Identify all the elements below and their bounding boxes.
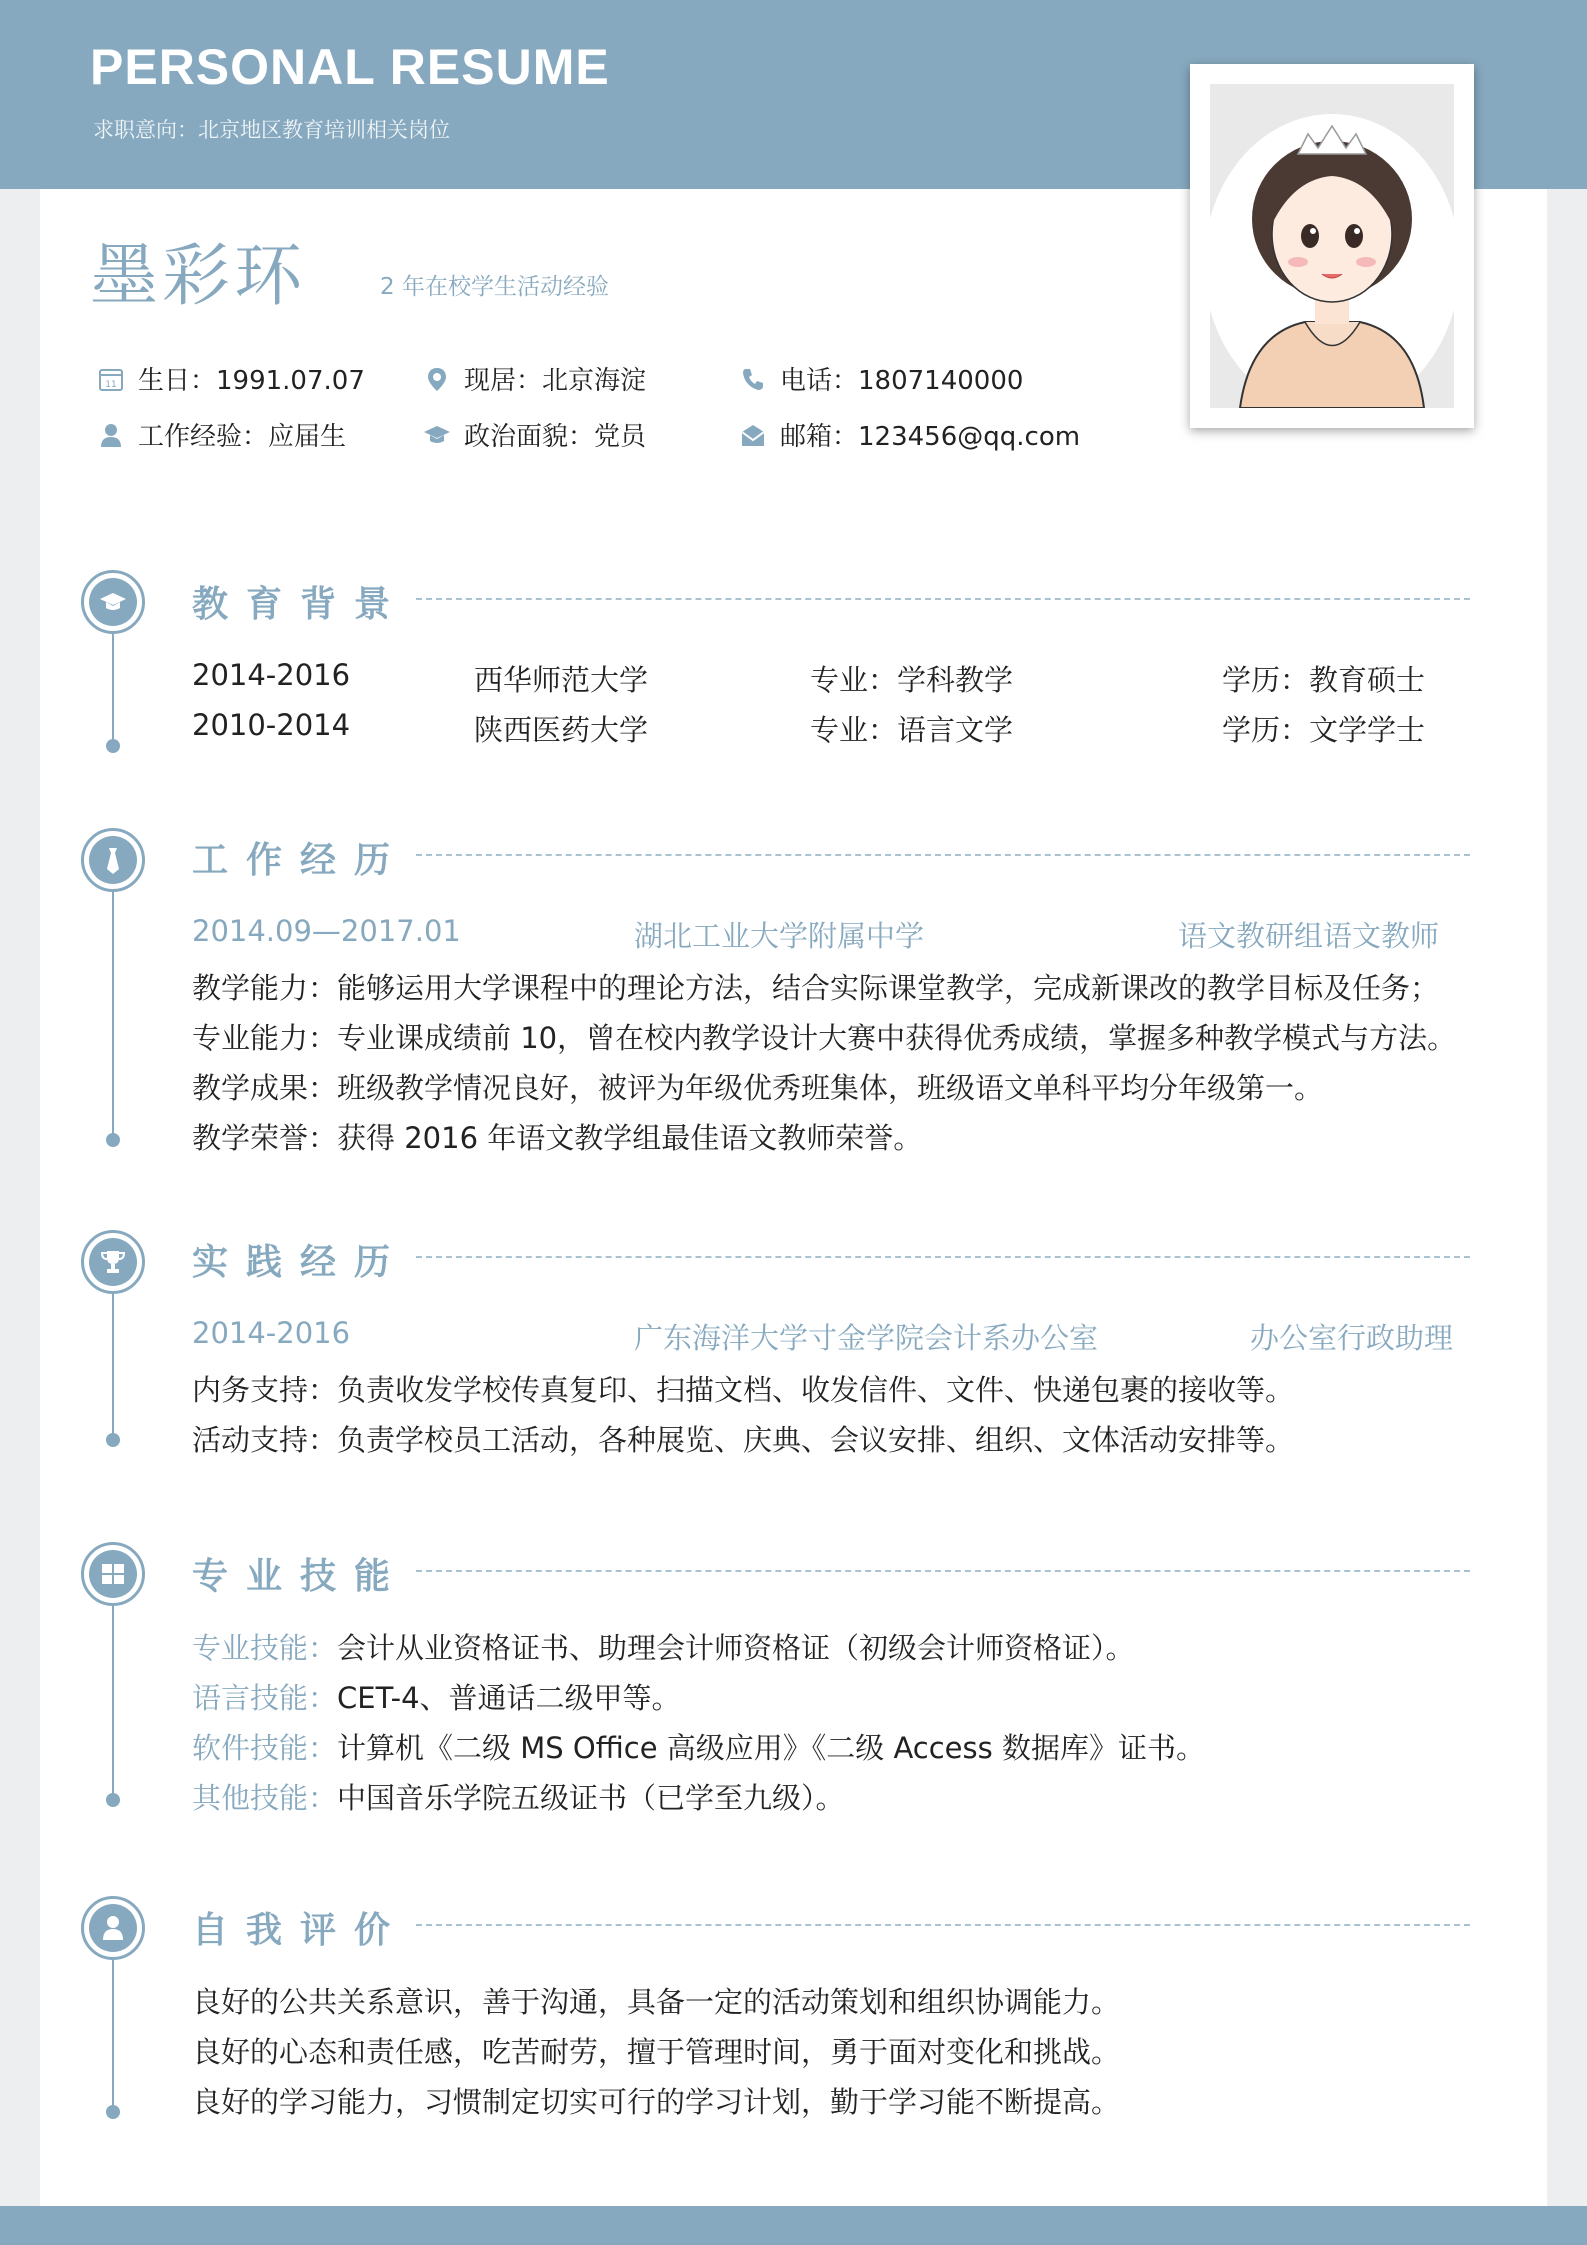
skill-item-2 (192, 1676, 681, 1717)
practice-section-title: 实践经历 (192, 1242, 409, 1283)
work-organization: 湖北工业大学附属中学 (634, 919, 925, 953)
education-row-1-degree: 学历：教育硕士 (1222, 663, 1426, 697)
skill-label: 其他技能： (192, 1781, 338, 1815)
mail-icon (738, 420, 768, 450)
phone-text: 电话：1807140000 (780, 366, 1024, 396)
info-birthday (96, 360, 365, 397)
skill-text: 计算机《二级 MS Office 高级应用》《二级 Access 数据库》证书。 (337, 1731, 1205, 1765)
self-evaluation-timeline-dot (106, 2105, 120, 2119)
work-line-3: 教学成果：班级教学情况良好，被评为年级优秀班集体，班级语文单科平均分年级第一。 (192, 1071, 1324, 1105)
education-timeline-dot (106, 739, 120, 753)
info-work-experience (96, 416, 346, 453)
practice-section-icon (81, 1230, 145, 1294)
phone-icon (738, 364, 768, 394)
self-evaluation-section-icon (81, 1896, 145, 1960)
skills-section-icon (81, 1542, 145, 1606)
self-evaluation-line-1: 良好的公共关系意识，善于沟通，具备一定的活动策划和组织协调能力。 (192, 1985, 1121, 2019)
skill-item-3 (192, 1726, 1205, 1767)
footer-banner (0, 2206, 1587, 2245)
profile-photo-frame (1190, 64, 1474, 428)
resume-title: PERSONAL RESUME (90, 39, 610, 95)
calendar-icon (96, 364, 126, 394)
user-icon (96, 420, 126, 450)
work-line-1: 教学能力：能够运用大学课程中的理论方法，结合实际课堂教学，完成新课改的教学目标及任务； (192, 971, 1440, 1005)
info-email (738, 416, 1080, 453)
skills-section-title: 专业技能 (192, 1556, 409, 1597)
self-evaluation-timeline (112, 1958, 114, 2112)
education-row-1-school: 西华师范大学 (474, 663, 649, 697)
skill-label: 语言技能： (192, 1681, 338, 1715)
work-experience-text: 工作经验：应届生 (138, 422, 347, 452)
practice-position: 办公室行政助理 (1250, 1321, 1454, 1355)
person-icon (98, 1913, 128, 1943)
profile-photo (1210, 84, 1454, 408)
graduation-cap-icon (98, 587, 128, 617)
education-divider (416, 598, 1470, 600)
skill-label: 软件技能： (192, 1731, 338, 1765)
work-period: 2014.09—2017.01 (192, 914, 461, 948)
education-row-2-period: 2010-2014 (192, 708, 351, 742)
practice-timeline (112, 1292, 114, 1440)
svg-text:11: 11 (105, 379, 117, 390)
info-political-status (422, 416, 646, 453)
practice-divider (416, 1256, 1470, 1258)
tie-icon (98, 845, 128, 875)
work-divider (416, 854, 1470, 856)
self-evaluation-section-title: 自我评价 (192, 1910, 409, 1951)
self-evaluation-line-2: 良好的心态和责任感，吃苦耐劳，擅于管理时间，勇于面对变化和挑战。 (192, 2035, 1121, 2069)
work-section-title: 工作经历 (192, 840, 409, 881)
work-position: 语文教研组语文教师 (1178, 919, 1440, 953)
skill-text: CET-4、普通话二级甲等。 (337, 1681, 681, 1715)
education-section-title: 教育背景 (192, 584, 409, 625)
education-row-1-major: 专业：学科教学 (810, 663, 1014, 697)
skills-timeline (112, 1604, 114, 1800)
education-row-1-period: 2014-2016 (192, 658, 351, 692)
residence-text: 现居：北京海淀 (464, 366, 647, 396)
practice-line-2: 活动支持：负责学校员工活动，各种展览、庆典、会议安排、组织、文体活动安排等。 (192, 1423, 1295, 1457)
political-status-text: 政治面貌：党员 (464, 422, 647, 452)
education-row-2-school: 陕西医药大学 (474, 713, 649, 747)
practice-organization: 广东海洋大学寸金学院会计系办公室 (634, 1321, 1099, 1355)
birthday-text: 生日：1991.07.07 (138, 366, 365, 396)
self-evaluation-divider (416, 1924, 1470, 1926)
skills-divider (416, 1570, 1470, 1572)
education-section-icon (81, 570, 145, 634)
location-pin-icon (422, 364, 452, 394)
skill-item-1 (192, 1626, 1135, 1667)
work-timeline-dot (106, 1133, 120, 1147)
info-phone (738, 360, 1023, 397)
work-section-icon (81, 828, 145, 892)
skill-label: 专业技能： (192, 1631, 338, 1665)
work-line-4: 教学荣誉：获得 2016 年语文教学组最佳语文教师荣誉。 (192, 1121, 923, 1155)
practice-line-1: 内务支持：负责收发学校传真复印、扫描文档、收发信件、文件、快递包裹的接收等。 (192, 1373, 1295, 1407)
info-residence (422, 360, 646, 397)
skill-text: 会计从业资格证书、助理会计师资格证（初级会计师资格证）。 (337, 1631, 1135, 1665)
graduation-cap-icon (422, 420, 452, 450)
skill-item-4 (192, 1776, 845, 1817)
trophy-icon (98, 1247, 128, 1277)
job-target: 求职意向：北京地区教育培训相关岗位 (93, 118, 450, 142)
practice-timeline-dot (106, 1433, 120, 1447)
work-line-2: 专业能力：专业课成绩前 10，曾在校内教学设计大赛中获得优秀成绩，掌握多种教学模式与方法。 (192, 1021, 1457, 1055)
education-row-2-major: 专业：语言文学 (810, 713, 1014, 747)
email-text: 邮箱：123456@qq.com (780, 422, 1081, 452)
skill-text: 中国音乐学院五级证书（已学至九级）。 (337, 1781, 845, 1815)
skills-timeline-dot (106, 1793, 120, 1807)
experience-note: 2 年在校学生活动经验 (380, 274, 609, 300)
candidate-name: 墨彩环 (90, 237, 307, 316)
work-timeline (112, 890, 114, 1140)
practice-period: 2014-2016 (192, 1316, 351, 1350)
education-timeline (112, 630, 114, 746)
windows-icon (98, 1559, 128, 1589)
education-row-2-degree: 学历：文学学士 (1222, 713, 1426, 747)
self-evaluation-line-3: 良好的学习能力，习惯制定切实可行的学习计划，勤于学习能不断提高。 (192, 2085, 1121, 2119)
